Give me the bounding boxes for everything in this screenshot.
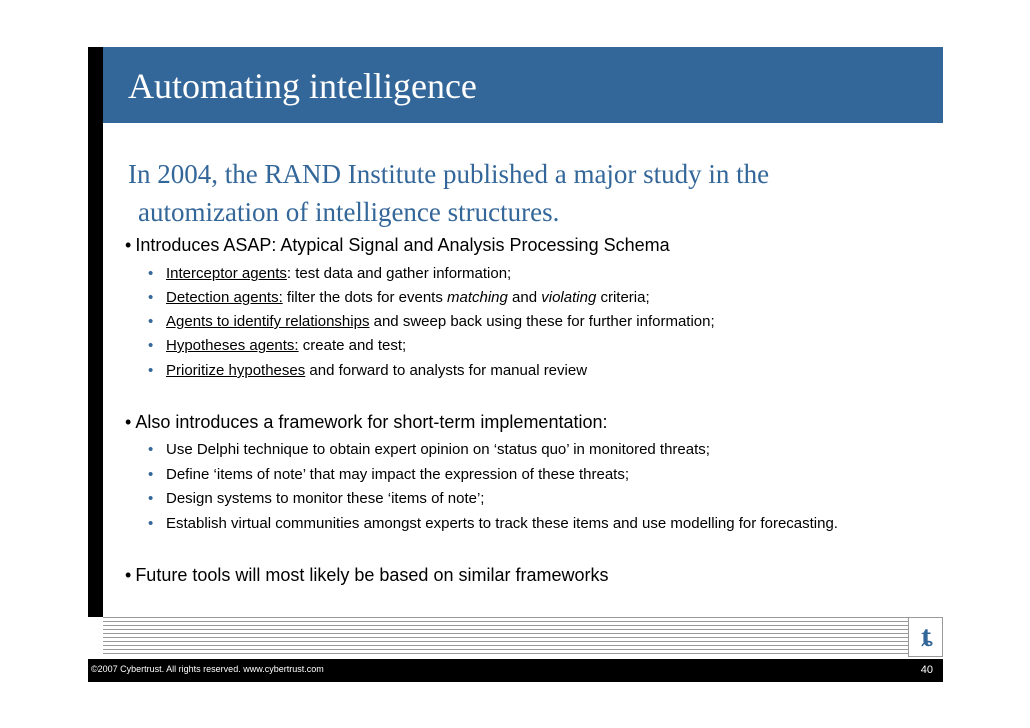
sub-bullet-text: criteria;: [596, 289, 650, 306]
sub-bullet-text: and: [507, 289, 542, 306]
footer-rule: [103, 653, 908, 654]
footer-rule: [103, 625, 908, 626]
term-hypotheses-agents: Hypotheses agents:: [166, 337, 299, 354]
sub-bullet-marker: •: [148, 490, 154, 507]
sub-bullet-marker: •: [148, 362, 154, 379]
sub-bullet-interceptor: [148, 264, 868, 284]
footer-rule-lines: [88, 617, 908, 657]
sub-bullet-detection: [148, 288, 868, 308]
term-interceptor-agents: Interceptor agents: [166, 265, 287, 282]
sub-bullet-text: and sweep back using these for further information;: [369, 313, 715, 330]
sub-bullet-text: : test data and gather information;: [286, 265, 512, 282]
bullet-marker: •: [125, 565, 132, 585]
slide-title: Automating intelligence: [128, 66, 477, 106]
sub-bullet-items-of-note: [148, 465, 868, 485]
emphasis-matching: matching: [447, 289, 508, 306]
bullet-future-tools: [125, 565, 608, 586]
sub-bullet-text: create and test;: [298, 337, 407, 354]
footer-rule: [103, 633, 908, 634]
footer-rule: [103, 641, 908, 642]
copyright-text: ©2007 Cybertrust. All rights reserved. www.cybertrust.com: [91, 664, 324, 674]
footer-rule: [103, 637, 908, 638]
sub-bullet-text: Use Delphi technique to obtain expert opinion on ‘status quo’ in monitored threats;: [166, 441, 710, 458]
sub-bullet-text: and forward to analysts for manual review: [305, 362, 588, 379]
term-prioritize-hypotheses: Prioritize hypotheses: [166, 362, 306, 379]
page-number: 40: [920, 664, 933, 676]
intro-line-1: In 2004, the RAND Institute published a major study in the: [128, 159, 770, 189]
sub-bullet-marker: •: [148, 313, 154, 330]
left-accent-bar: [88, 47, 103, 617]
sub-bullet-marker: •: [148, 289, 154, 306]
sub-bullet-relationships: [148, 312, 868, 332]
title-bar: [88, 47, 943, 123]
term-detection-agents: Detection agents:: [166, 289, 283, 306]
sub-bullet-prioritize: [148, 361, 868, 381]
bullet-framework: [125, 412, 608, 433]
sub-bullet-hypotheses: [148, 336, 868, 356]
bullet-marker: •: [125, 412, 132, 432]
emphasis-violating: violating: [541, 289, 597, 306]
sub-bullet-text: filter the dots for events: [282, 289, 447, 306]
sub-bullet-text: Establish virtual communities amongst experts to track these items and use modelling for forecasting.: [166, 515, 838, 532]
sub-bullet-marker: •: [148, 337, 154, 354]
sub-bullet-marker: •: [148, 466, 154, 483]
logo-glyph: ȶ: [921, 620, 932, 653]
footer-rule: [103, 629, 908, 630]
sub-bullet-text: Define ‘items of note’ that may impact the expression of these threats;: [166, 466, 630, 483]
sub-bullet-text: Design systems to monitor these ‘items of note’;: [166, 490, 485, 507]
footer-bar: [88, 659, 943, 682]
bullet-future-tools-text: Future tools will most likely be based on similar frameworks: [135, 565, 609, 585]
bullet-framework-text: Also introduces a framework for short-term implementation:: [135, 412, 608, 432]
footer-rule: [103, 645, 908, 646]
term-relationship-agents: Agents to identify relationships: [166, 313, 370, 330]
footer-rule: [103, 621, 908, 622]
title-bar-notch: [88, 47, 103, 123]
sub-bullet-marker: •: [148, 441, 154, 458]
cybertrust-logo-icon: [908, 617, 943, 657]
intro-paragraph: [128, 155, 908, 231]
bullet-asap-text: Introduces ASAP: Atypical Signal and Analysis Processing Schema: [135, 235, 670, 255]
footer-rule: [103, 617, 908, 618]
footer-rule: [103, 649, 908, 650]
sub-bullet-delphi: [148, 440, 868, 460]
bullet-marker: •: [125, 235, 132, 255]
slide: [88, 47, 943, 682]
bullet-asap: [125, 235, 670, 256]
sub-bullet-marker: •: [148, 515, 154, 532]
sub-bullet-monitor-systems: [148, 489, 868, 509]
intro-line-2: automization of intelligence structures.: [138, 197, 560, 227]
sub-bullet-virtual-communities: [148, 514, 868, 534]
sub-bullet-marker: •: [148, 265, 154, 282]
